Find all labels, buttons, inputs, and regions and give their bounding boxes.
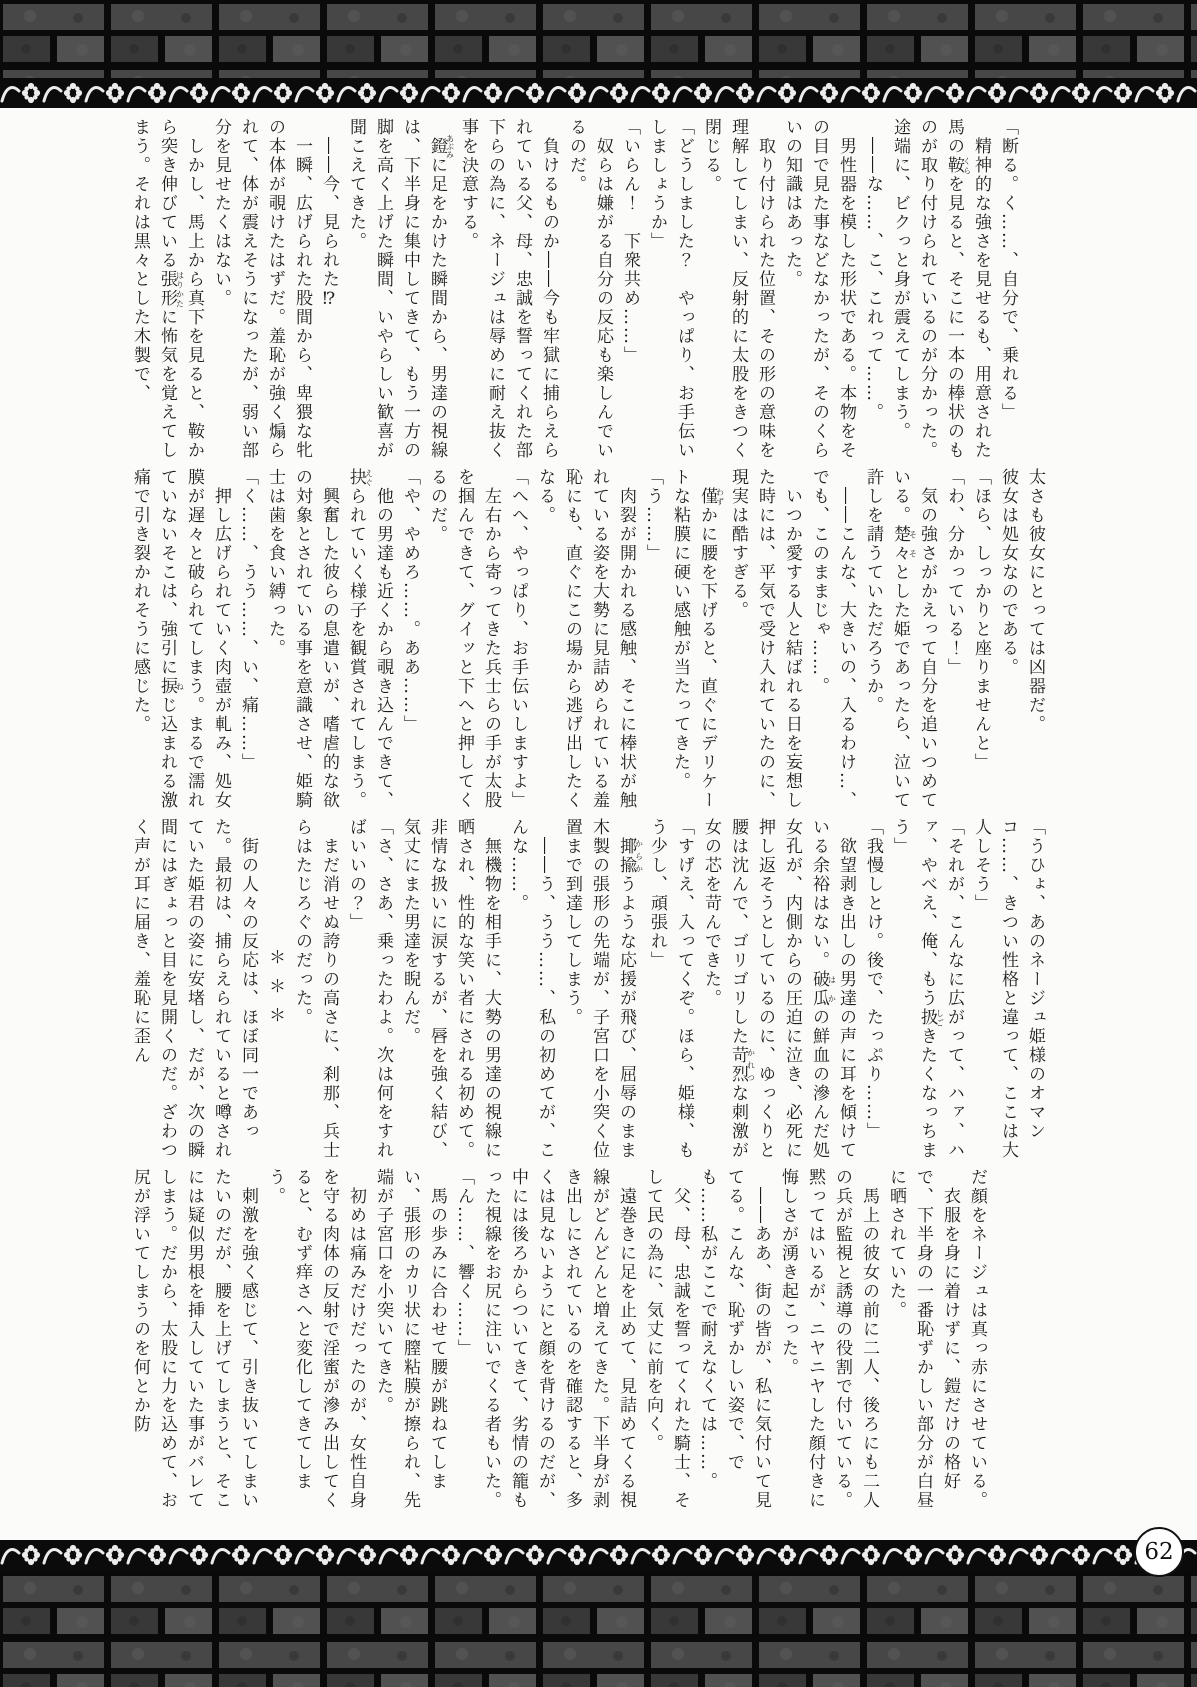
paragraph: 「く……、うう……、い、痛……」 — [238, 468, 258, 772]
paragraph: ――今、見られた⁉ — [319, 118, 339, 311]
paragraph: 「ほら、しっかりと座りませんと」 — [971, 468, 991, 772]
paragraph: まだ消せぬ誇りの高さに、刹那、兵士らはたじろぐのだった。 — [292, 818, 339, 1160]
paragraph: 「断る。く……、自分で、乗れる」 — [998, 118, 1018, 422]
paragraph: だ顔をネージュは真っ赤にさせている。 — [967, 1168, 987, 1510]
paragraph: 「や、やめろ……。ああ……」 — [400, 468, 420, 734]
paragraph: 彼女は処女なのである。 — [998, 468, 1018, 677]
paragraph: 肉裂が開かれる感触、そこに棒状が触れている姿を大勢に見詰められている羞恥にも、直ぐにこの場から逃げ出したくなる。 — [535, 468, 636, 810]
section-separator: ＊＊＊ — [265, 947, 285, 1035]
paragraph: 取り付けられた位置、その形の意味を理解してしまい、反射的に太股をきつく閉じる。 — [701, 118, 775, 460]
bottom-brick-border — [0, 1572, 1197, 1687]
bottom-ornament-border — [0, 1540, 1197, 1572]
paragraph: 気の強さがかえって自分を追いつめている。楚々そそとした姫であったら、泣いて許しを請うていただろうか。 — [863, 468, 937, 810]
paragraph: 鐙あぶみに足をかけた瞬間から、男達の視線は、下半身に集中してきて、もう一方の脚を高く上げた瞬間、いやらしい歓喜が聞こえてきた。 — [346, 118, 455, 460]
paragraph: 馬の歩みに合わせて腰が跳ねてしまい、張形のカリ状に膣粘膜が擦られ、先端が子宮口を小突いてきた。 — [373, 1168, 447, 1510]
paragraph: 馬上の彼女の前に二人、後ろにも二人の兵が監視と誘導の役割で付いている。黙ってはいるが、ニヤニヤした顔付きに悔しさが湧き起こった。 — [778, 1168, 879, 1510]
paragraph: 初めは痛みだけだったのが、女性自身を守る肉体の反射で淫蜜が滲み出してくると、むず痒さへと変化してきてしまう。 — [265, 1168, 366, 1510]
paragraph: 「うひょ、あのネージュ姫様のオマンコ……、きつい性格と違って、ここは大人しそう」 — [971, 818, 1045, 1160]
paragraph: 「わ、分かっている！」 — [944, 468, 964, 677]
paragraph: 「すげえ、入ってくぞ。ほら、姫様、もう少し、頑張れ」 — [647, 818, 694, 1160]
paragraph: 遠巻きに足を止めて、見詰めてくる視線がどんどんと増えてきた。下半身が剥き出しにされているのを確認すると、多くは見ないようにと顔を背けるのだが、中には後ろからついてきて、劣情の籠もった視線をお尻に注いでくる者もいた。 — [481, 1168, 636, 1510]
text-band-3 — [126, 818, 1048, 1164]
paragraph: しかし、馬上から真下を見ると、鞍から突き伸びている張形はりかたに怖気を覚えてしまう。それは黒々とした木製で、 — [130, 118, 204, 460]
paragraph: 精神的な強さを見せるも、用意された馬の鞍くらを見ると、そこに一本の棒状のものが取り付けられているのが分かった。途端に、ビクっと身が震えてしまう。 — [890, 118, 991, 460]
paragraph: 父、母、忠誠を誓ってくれた騎士、そして民の為に、気丈に前を向く。 — [643, 1168, 690, 1510]
page-number: 62 — [1144, 1539, 1174, 1565]
page-body — [0, 108, 1197, 1540]
top-ornament-border — [0, 78, 1197, 108]
paragraph: 僅わずかに腰を下げると、直ぐにデリケートな粘膜に硬い感触が当たってきた。 — [670, 468, 725, 810]
paragraph: 他の男達も近くから覗き込んできて、抉えぐられていく様子を観賞されてしまう。 — [346, 468, 393, 810]
paragraph: 負けるものか――今も牢獄に捕らえられている父、母、忠誠を誓ってくれた部下らの為に、ネージュは辱めに耐え抜く事を決意する。 — [458, 118, 559, 460]
paragraph: 「我慢しとけ。後で、たっぷり……」 — [863, 818, 883, 1141]
paragraph: 男性器を模した形状である。本物をその目で見た事などなかったが、そのくらいの知識はあった。 — [782, 118, 856, 460]
paragraph: 「それが、こんなに広がって、ハァ、ハァ、やべえ、俺、もう扱しごきたくなっちまう」 — [890, 818, 964, 1160]
paragraph: ――な……、こ、これって……。 — [863, 118, 883, 422]
top-brick-border — [0, 0, 1197, 78]
paragraph: 無機物を相手に、大勢の男達の視線に晒され、性的な笑い者にされる初めて。非情な扱いに涙するが、唇を強く結び、気丈にまた男達を睨んだ。 — [400, 818, 501, 1160]
paragraph: ――う、うう……、私の初めてが、こんな……。 — [508, 818, 555, 1160]
paragraph: 「ん……、響く……」 — [454, 1168, 474, 1358]
paragraph: 刺激を強く感じて、引き抜いてしまいたいのだが、腰を上げてしまうと、そこには疑似男根を挿入していた事がバレてしまう。だから、太股に力を込めて、お尻が浮いてしまうのを何とか防 — [130, 1168, 258, 1510]
paragraph: 一瞬、広げられた股間から、卑猥な牝の本体が覗けたはずだ。羞恥が強く煽られて、体が震えそうになったが、弱い部分を見せたくはない。 — [211, 118, 312, 460]
paragraph: 「う……」 — [643, 468, 663, 563]
paragraph: 興奮した彼らの息遣いが、嗜虐的な欲の対象とされている事を意識させ、姫騎士は歯を食い縛った。 — [265, 468, 339, 810]
text-band-4 — [126, 1168, 990, 1514]
paragraph: 押し広げられていく肉壺が軋み、処女膜が遅々と破られてしまう。まるで濡れていないそこは、強引に捩ねじ込まれる激痛で引き裂かれそうに感じた。 — [130, 468, 231, 810]
paragraph: ――こんな、大きいの、入るわけ…、でも、このままじゃ……。 — [809, 468, 856, 810]
paragraph: 街の人々の反応は、ほぼ同一であった。最初は、捕らえられていると噂されていた姫君の姿に安堵し、だが、次の瞬間にはぎょっと目を見開くのだ。ざわつく声が耳に届き、羞恥に歪ん — [130, 818, 258, 1160]
paragraph: 衣服を身に着けずに、鎧だけの格好で、下半身の一番恥ずかしい部分が白昼に晒されていた。 — [886, 1168, 960, 1510]
text-band-2 — [126, 468, 1048, 814]
paragraph: 揶揄からかうような応援が飛び、屈辱のまま木製の張形の先端が、子宮口を小突く位置まで到達してしまう。 — [562, 818, 644, 1160]
paragraph: 欲望剥き出しの男達の声に耳を傾けている余裕はない。破瓜はかの鮮血の滲んだ処女孔が、内側からの圧迫に泣き、必死に押し返そうとしているのに、ゆっくりと腰は沈んで、ゴリゴリした苛烈かれつな刺激が女の芯を苛んできた。 — [701, 818, 856, 1160]
paragraph: 左右から寄ってきた兵士らの手が太股を掴んできて、グイッと下へと押してくるのだ。 — [427, 468, 501, 810]
paragraph: 太さも彼女にとっては凶器だ。 — [1025, 468, 1045, 734]
paragraph: 「どうしました？ やっぱり、お手伝いしましょうか」 — [647, 118, 694, 460]
text-band-1 — [126, 118, 1021, 464]
paragraph: 「いらん！ 下衆共め……」 — [620, 118, 640, 365]
page-number-badge — [1134, 1527, 1184, 1577]
paragraph: ――ああ、街の皆が、私に気付いて見てる。こんな、恥ずかしい姿で、でも……私がここで耐えなくては……。 — [697, 1168, 771, 1510]
paragraph: 「へへ、やっぱり、お手伝いしますよ」 — [508, 468, 528, 810]
paragraph: 奴らは嫌がる自分の反応も楽しんでいるのだ。 — [566, 118, 613, 460]
paragraph: 「さ、さあ、乗ったわよ。次は何をすればいいの？」 — [346, 818, 393, 1160]
paragraph: いつか愛する人と結ばれる日を妄想した時には、平気で受け入れていたのに、現実は酷すぎる。 — [728, 468, 802, 810]
